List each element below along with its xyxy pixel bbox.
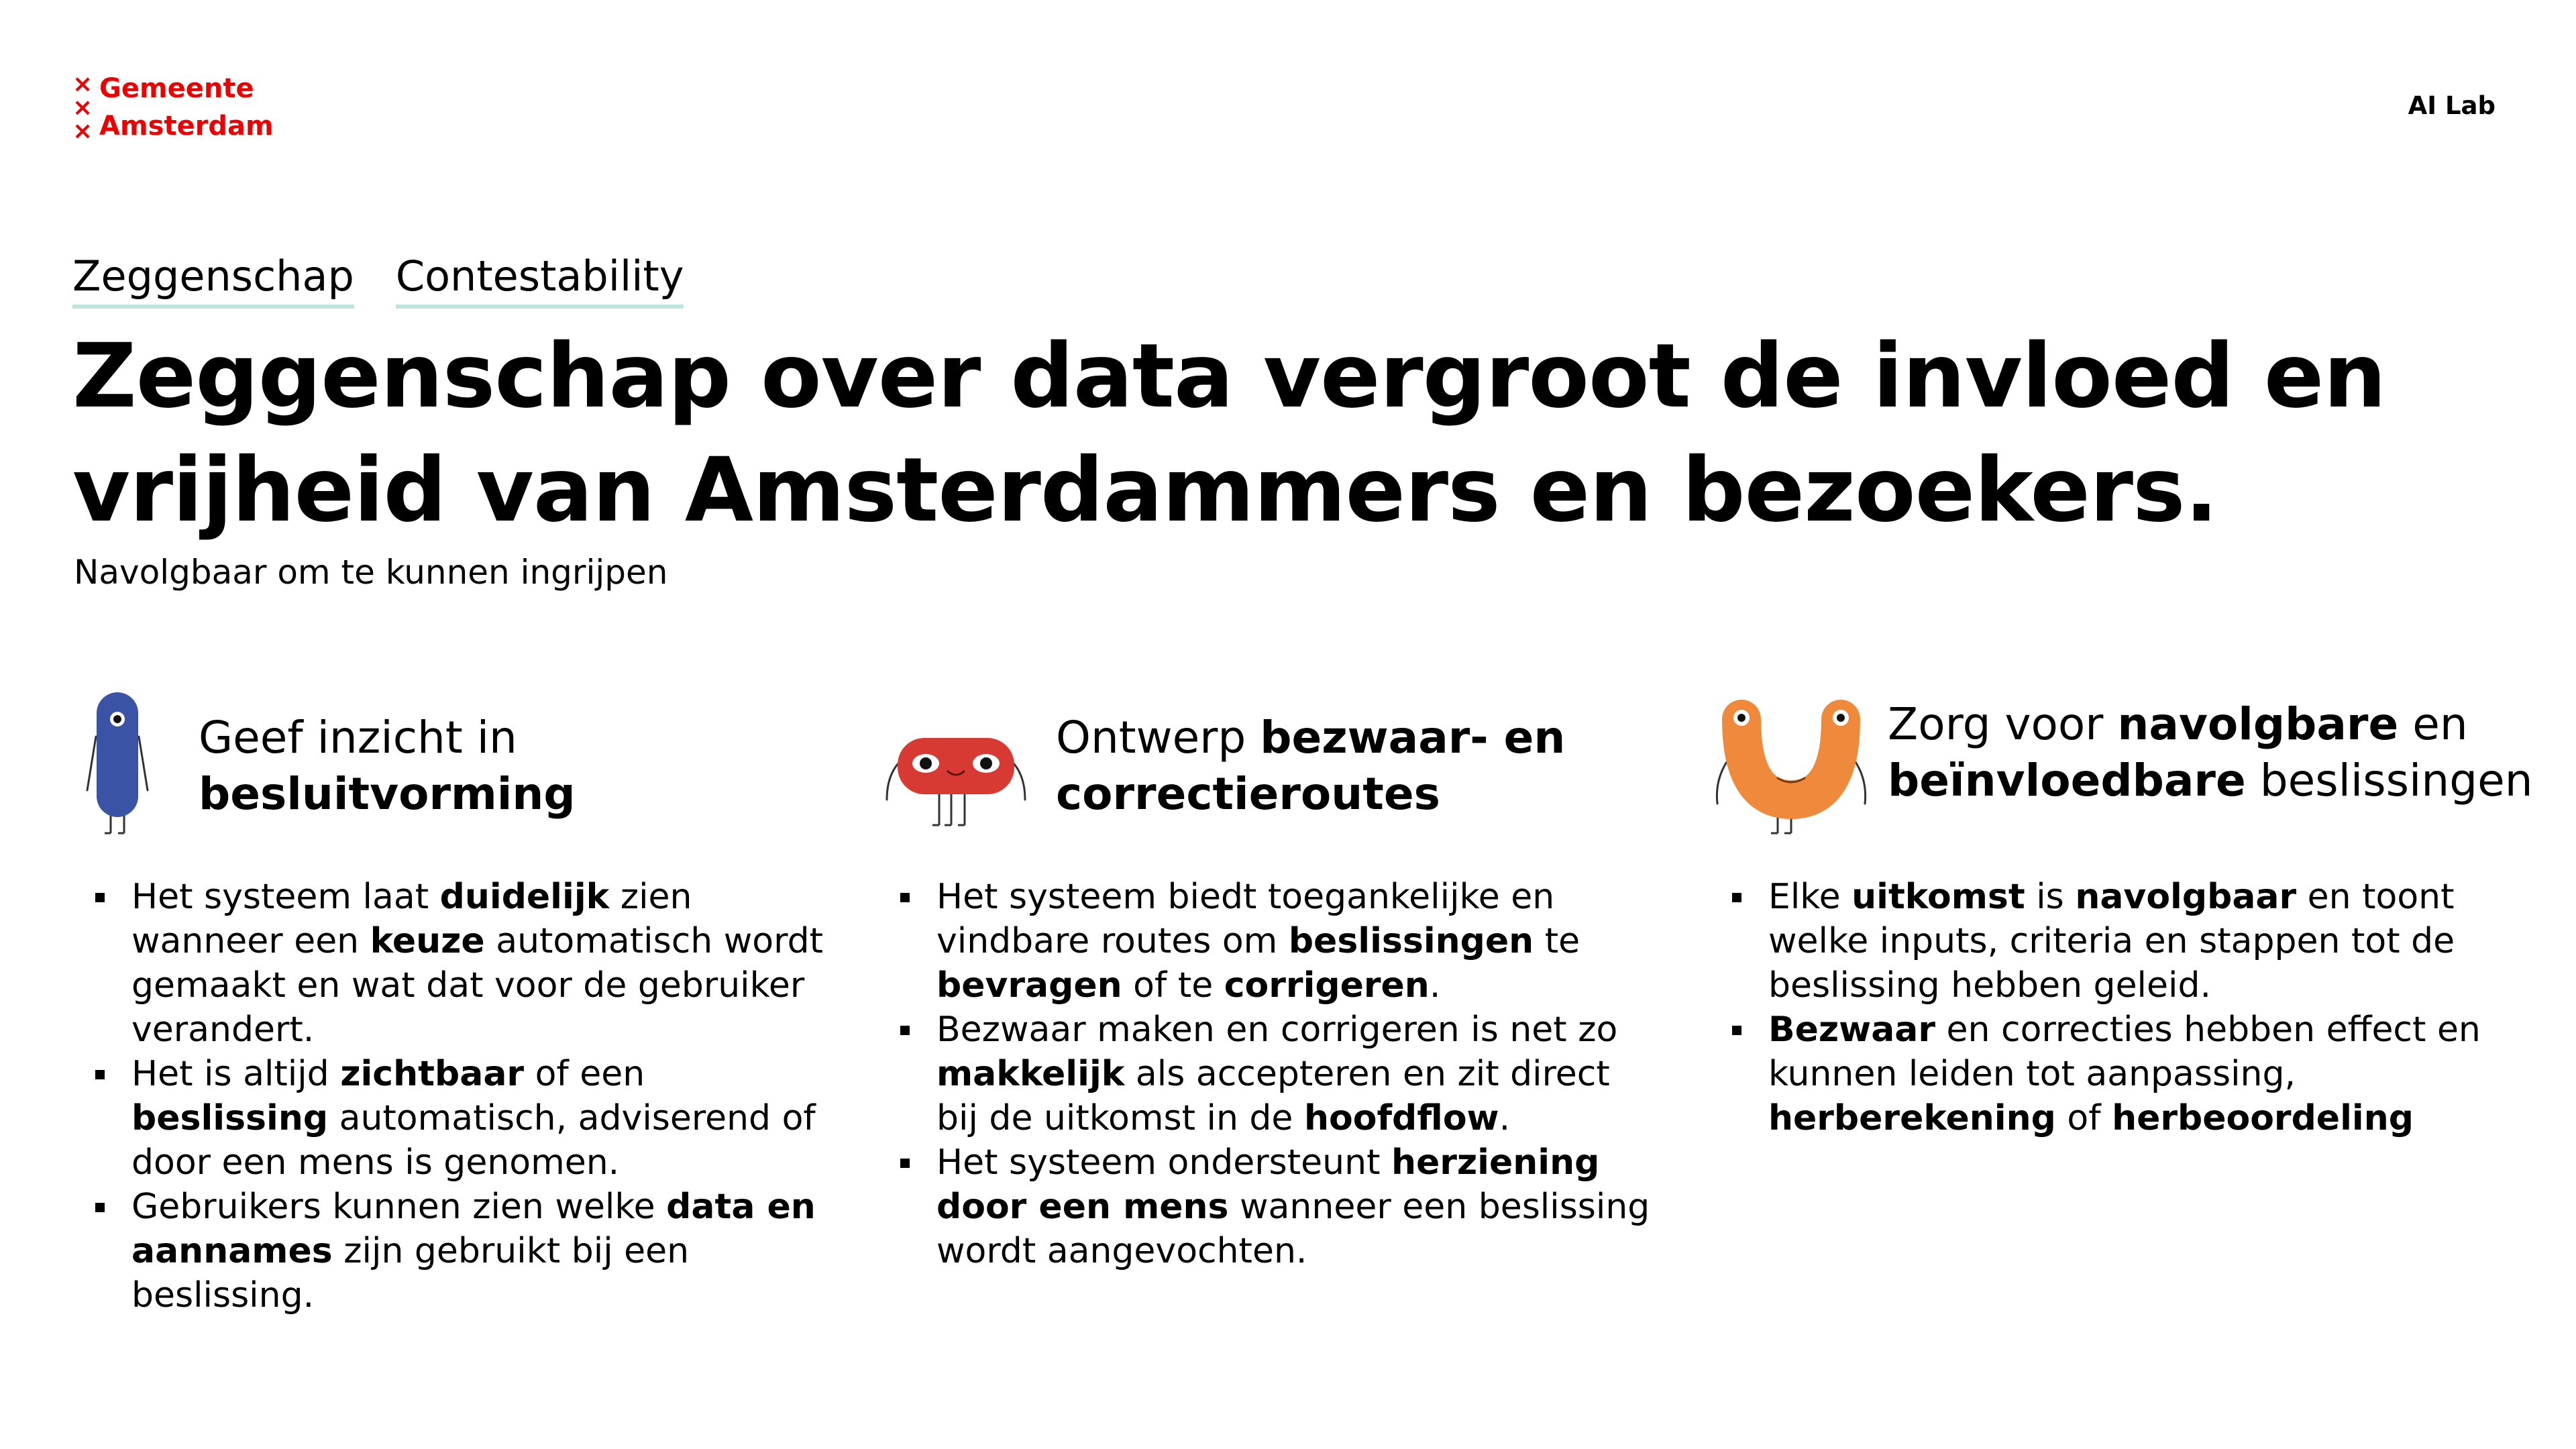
list-item: Het is altijd zichtbaar of een beslissing automatisch, adviserend of door een mens is genomen. xyxy=(74,1052,845,1185)
ai-lab-label: AI Lab xyxy=(2408,91,2496,120)
orange-character-icon xyxy=(1711,684,1872,839)
list-item: Gebruikers kunnen zien welke data en aannames zijn gebruikt bij een beslissing. xyxy=(74,1185,845,1318)
principle-column-3 xyxy=(1711,684,2533,1138)
red-character-icon xyxy=(879,684,1033,839)
principle-list-3 xyxy=(1711,875,2482,1140)
principle-column-2 xyxy=(879,684,1650,1271)
principle-column-1 xyxy=(74,684,839,1316)
list-item: Het systeem laat duidelijk zien wanneer een keuze automatisch wordt gemaakt en wat dat voor de gebruiker verandert. xyxy=(74,875,845,1052)
amsterdam-crosses-icon: × × × xyxy=(72,70,93,145)
topic-tags xyxy=(72,248,684,309)
tag-zeggenschap[interactable]: Zeggenschap xyxy=(72,248,354,309)
principle-list-1 xyxy=(74,875,845,1318)
tag-contestability[interactable]: Contestability xyxy=(396,248,684,309)
principle-title-2: Ontwerp bezwaar- en correctieroutes xyxy=(1056,712,1566,820)
list-item: Het systeem ondersteunt herziening door een mens wanneer een beslissing wordt aangevochten. xyxy=(879,1140,1650,1273)
principle-title-3: Zorg voor navolgbare en beïnvloedbare beslissingen xyxy=(1888,698,2533,806)
blue-character-icon xyxy=(74,684,161,839)
list-item: Bezwaar en correcties hebben effect en kunnen leiden tot aanpassing, herberekening of herbeoordeling xyxy=(1711,1008,2482,1140)
principle-list-2 xyxy=(879,875,1650,1273)
list-item: Bezwaar maken en corrigeren is net zo makkelijk als accepteren en zit direct bij de uitkomst in de hoofdflow. xyxy=(879,1008,1650,1140)
logo-text: Gemeente Amsterdam xyxy=(99,73,274,142)
principle-title-1: Geef inzicht in besluitvorming xyxy=(199,712,576,820)
page-title: Zeggenschap over data vergroot de invloed en vrijheid van Amsterdammers en bezoekers. xyxy=(72,325,2386,542)
list-item: Het systeem biedt toegankelijke en vindbare routes om beslissingen te bevragen of te corrigeren. xyxy=(879,875,1650,1008)
page-subtitle: Navolgbaar om te kunnen ingrijpen xyxy=(74,553,668,592)
list-item: Elke uitkomst is navolgbaar en toont welke inputs, criteria en stappen tot de beslissing hebben geleid. xyxy=(1711,875,2482,1008)
